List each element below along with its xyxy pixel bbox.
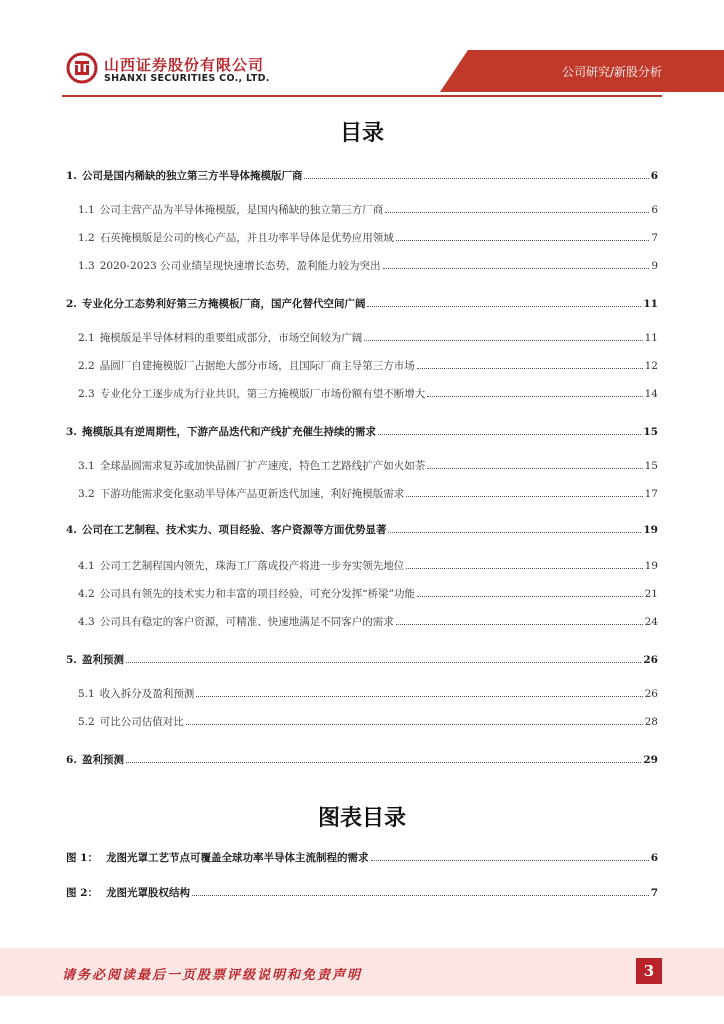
toc-entry-number: 4.2: [78, 588, 95, 600]
leader-dots: [417, 596, 643, 597]
toc-entry[interactable]: [78, 330, 658, 346]
leader-dots: [406, 568, 642, 569]
leader-dots: [126, 662, 641, 663]
toc-entry[interactable]: [78, 586, 658, 602]
toc-entry-page: 15: [644, 460, 658, 472]
header-divider: [62, 95, 662, 97]
leader-dots: [385, 212, 649, 213]
figure-entry-page: 6: [650, 852, 658, 864]
leader-dots: [427, 468, 642, 469]
toc-entry-number: 2.1: [78, 332, 95, 344]
toc-entry-text: 专业化分工态势利好第三方掩模板厂商，国产化替代空间广阔: [81, 298, 366, 310]
toc-entry-page: 7: [651, 232, 658, 244]
toc-entry[interactable]: [78, 258, 658, 274]
toc-entry[interactable]: [78, 230, 658, 246]
toc-entry-page: 6: [651, 204, 658, 216]
toc-entry[interactable]: [66, 296, 658, 312]
toc-entry-number: 3.: [66, 426, 77, 438]
toc-entry-text: 2020-2023 公司业绩呈现快速增长态势，盈利能力较为突出: [99, 260, 381, 272]
toc-entry-number: 1.1: [78, 204, 95, 216]
toc-entry-number: 2.: [66, 298, 77, 310]
toc-entry[interactable]: [78, 558, 658, 574]
leader-dots: [371, 860, 649, 861]
toc-entry[interactable]: [78, 686, 658, 702]
toc-entry-page: 28: [644, 716, 658, 728]
leader-dots: [378, 434, 641, 435]
toc-entry-number: 5.1: [78, 688, 95, 700]
toc-entry-text: 公司具有稳定的客户资源，可精准、快速地满足不同客户的需求: [99, 616, 394, 628]
toc-entry-text: 下游功能需求变化驱动半导体产品更新迭代加速，利好掩模版需求: [99, 488, 405, 500]
leader-dots: [186, 724, 643, 725]
leader-dots: [383, 268, 650, 269]
figure-entry[interactable]: [66, 850, 658, 866]
leader-dots: [396, 240, 650, 241]
section-tag: 公司研究/新股分析: [561, 65, 662, 79]
toc-entry-page: 11: [643, 298, 658, 310]
disclaimer-notice: 请务必阅读最后一页股票评级说明和免责声明: [62, 968, 363, 983]
toc-entry-text: 收入拆分及盈利预测: [99, 688, 195, 700]
leader-dots: [427, 396, 642, 397]
figure-entry[interactable]: [66, 885, 658, 901]
toc-entry[interactable]: [78, 458, 658, 474]
toc-entry-text: 专业化分工逐步成为行业共识，第三方掩模版厂市场份额有望不断增大: [99, 388, 426, 400]
toc-entry-text: 可比公司估值对比: [99, 716, 184, 728]
leader-dots: [192, 895, 649, 896]
company-logo-icon: [66, 52, 98, 84]
toc-entry-text: 全球晶圆需求复苏或加快晶圆厂扩产速度，特色工艺路线扩产如火如荼: [99, 460, 426, 472]
leader-dots: [417, 368, 643, 369]
toc-entry-page: 6: [650, 170, 658, 182]
figure-entry-number: 图 2：: [66, 887, 98, 899]
toc-entry-number: 2.3: [78, 388, 95, 400]
toc-entry-number: 4.: [66, 524, 77, 536]
figure-list-title: 图表目录: [317, 806, 406, 831]
leader-dots: [367, 306, 641, 307]
toc-entry[interactable]: [66, 168, 658, 184]
toc-entry-number: 1.2: [78, 232, 95, 244]
toc-entry-number: 3.2: [78, 488, 95, 500]
toc-entry-number: 4.3: [78, 616, 95, 628]
toc-entry-page: 29: [643, 754, 658, 766]
toc-entry-text: 石英掩模版是公司的核心产品，并且功率半导体是优势应用领域: [99, 232, 394, 244]
toc-entry-page: 24: [644, 616, 658, 628]
toc-title: 目录: [339, 121, 384, 146]
toc-entry-text: 掩模版是半导体材料的重要组成部分，市场空间较为广阔: [99, 332, 363, 344]
toc-entry-text: 公司工艺制程国内领先，珠海工厂落成投产将进一步夯实领先地位: [99, 560, 405, 572]
toc-entry[interactable]: [66, 652, 658, 668]
leader-dots: [196, 696, 642, 697]
toc-entry-text: 公司具有领先的技术实力和丰富的项目经验，可充分发挥“桥梁”功能: [99, 588, 415, 600]
toc-entry-page: 14: [644, 388, 658, 400]
toc-entry[interactable]: [78, 358, 658, 374]
toc-entry-text: 盈利预测: [81, 754, 124, 766]
page-number: 3: [636, 958, 662, 984]
toc-entry[interactable]: [78, 386, 658, 402]
toc-entry-number: 5.2: [78, 716, 95, 728]
company-name-cn: 山西证券股份有限公司: [104, 56, 265, 74]
leader-dots: [364, 340, 642, 341]
page-header: [0, 0, 724, 100]
figure-entry-number: 图 1：: [66, 852, 98, 864]
toc-entry-text: 晶圆厂自建掩模版厂占据绝大部分市场，且国际厂商主导第三方市场: [99, 360, 415, 372]
toc-entry-page: 15: [643, 426, 658, 438]
toc-entry-text: 公司是国内稀缺的独立第三方半导体掩模版厂商: [81, 170, 303, 182]
figure-entry-text: 龙图光罩股权结构: [106, 887, 190, 899]
toc-entry-page: 11: [644, 332, 658, 344]
toc-entry-text: 掩模版具有逆周期性，下游产品迭代和产线扩充催生持续的需求: [81, 426, 376, 438]
toc-entry-text: 公司主营产品为半导体掩模版，是国内稀缺的独立第三方厂商: [99, 204, 384, 216]
page-footer: [0, 948, 724, 996]
toc-entry[interactable]: [78, 486, 658, 502]
toc-entry-page: 9: [651, 260, 658, 272]
leader-dots: [388, 532, 641, 533]
toc-entry[interactable]: [78, 614, 658, 630]
toc-entry[interactable]: [78, 202, 658, 218]
figure-entry-page: 7: [650, 887, 658, 899]
toc-entry-page: 12: [644, 360, 658, 372]
leader-dots: [396, 624, 643, 625]
toc-entry[interactable]: [66, 752, 658, 768]
leader-dots: [126, 762, 641, 763]
toc-entry-page: 19: [644, 560, 658, 572]
toc-entry-text: 公司在工艺制程、技术实力、项目经验、客户资源等方面优势显著: [81, 524, 387, 536]
toc-entry-number: 1.3: [78, 260, 95, 272]
toc-entry-text: 盈利预测: [81, 654, 124, 666]
toc-entry[interactable]: [66, 522, 658, 538]
toc-entry-number: 5.: [66, 654, 77, 666]
leader-dots: [304, 178, 648, 179]
toc-entry-number: 3.1: [78, 460, 95, 472]
company-name-en: SHANXI SECURITIES CO., LTD.: [104, 73, 270, 84]
toc-entry-number: 4.1: [78, 560, 95, 572]
toc-entry-number: 6.: [66, 754, 77, 766]
toc-entry-page: 19: [643, 524, 658, 536]
leader-dots: [406, 496, 642, 497]
toc-entry-number: 2.2: [78, 360, 95, 372]
toc-entry-page: 26: [644, 688, 658, 700]
toc-entry-page: 21: [644, 588, 658, 600]
figure-entry-text: 龙图光罩工艺节点可覆盖全球功率半导体主流制程的需求: [106, 852, 369, 864]
toc-entry[interactable]: [78, 714, 658, 730]
toc-entry-number: 1.: [66, 170, 77, 182]
toc-entry-page: 26: [643, 654, 658, 666]
toc-entry[interactable]: [66, 424, 658, 440]
toc-entry-page: 17: [644, 488, 658, 500]
